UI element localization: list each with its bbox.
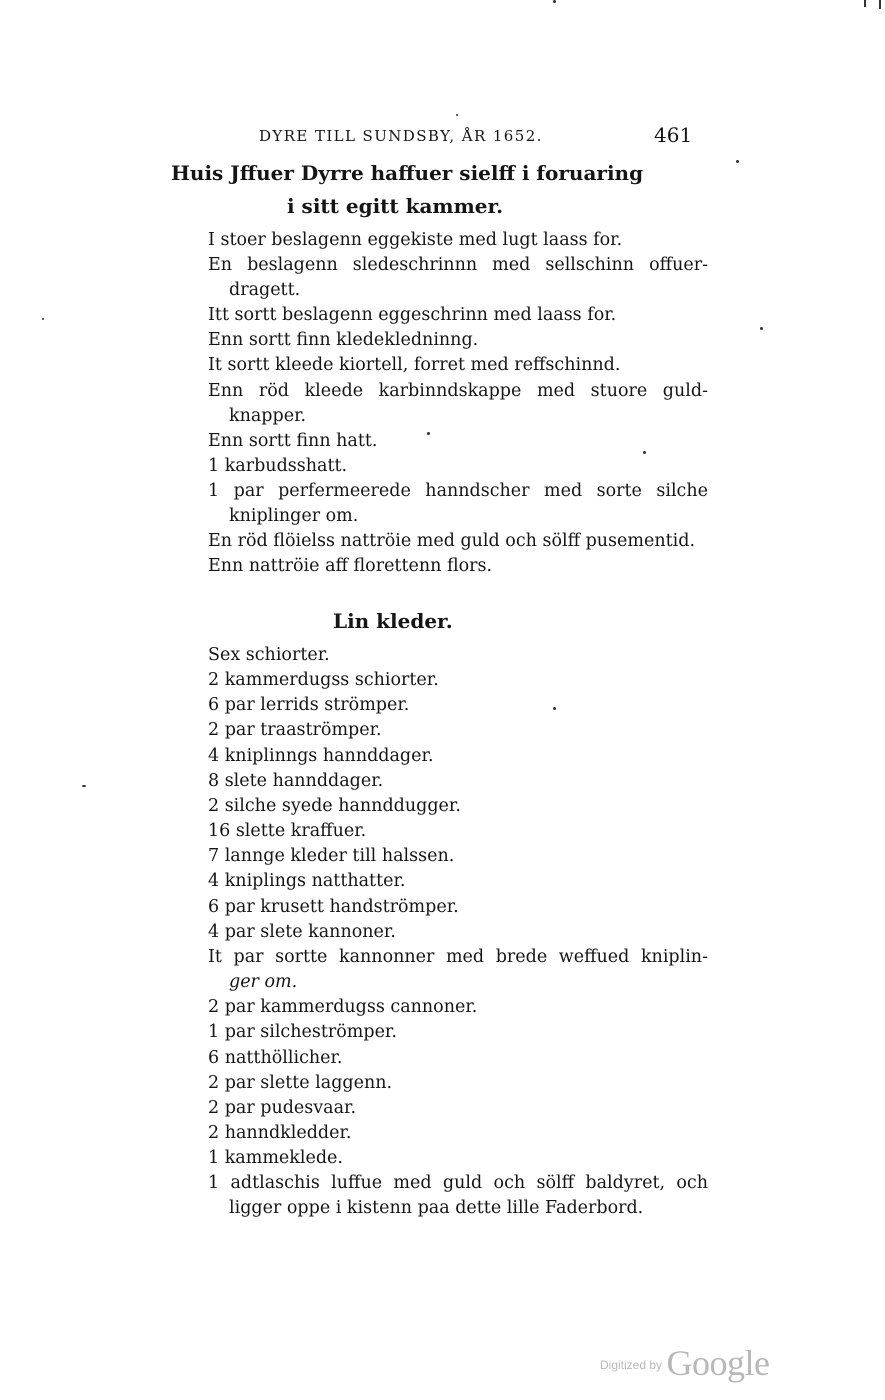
- list-item: 6 natthöllicher.: [208, 1047, 343, 1068]
- linen-heading: Lin kleder.: [333, 609, 453, 633]
- list-item: 4 kniplinngs hannddager.: [208, 745, 434, 766]
- list-item: 2 silche syede hannddugger.: [208, 795, 461, 816]
- scan-speck: [736, 160, 739, 163]
- list-item: Enn röd kleede karbinndskappe med stuore guld-: [208, 380, 708, 401]
- list-item: kniplinger om.: [229, 506, 359, 527]
- list-item: 4 par slete kannoner.: [208, 921, 396, 942]
- list-item: 2 par slette laggenn.: [208, 1072, 393, 1093]
- list-item: Sex schiorter.: [208, 645, 330, 665]
- list-item: 1 par silcheströmper.: [208, 1022, 397, 1043]
- list-item: ger om.: [229, 972, 298, 993]
- list-item: It par sortte kannonner med brede weffued kniplin-: [208, 946, 708, 967]
- running-head: DYRE TILL SUNDSBY, ÅR 1652.: [259, 127, 543, 145]
- list-item: Enn nattröie aff florettenn flors.: [208, 556, 493, 577]
- list-item: 4 kniplings natthatter.: [208, 871, 406, 892]
- list-item: 1 karbudsshatt.: [208, 455, 348, 476]
- scan-speck: [864, 0, 866, 7]
- page-number: 461: [654, 123, 693, 147]
- scan-speck: [879, 0, 881, 9]
- list-item: 8 slete hannddager.: [208, 770, 384, 791]
- list-item: Itt sortt beslagenn eggeschrinn med laass for.: [208, 305, 617, 326]
- list-item: Enn sortt finn hatt.: [208, 430, 378, 451]
- list-item: 16 slette kraffuer.: [208, 821, 367, 842]
- list-item: 2 par kammerdugss cannoner.: [208, 997, 478, 1018]
- list-item: En beslagenn sledeschrinnn med sellschinn offuer-: [208, 255, 708, 276]
- scan-speck: [553, 0, 556, 3]
- list-item: Enn sortt finn kledekledninng.: [208, 330, 479, 351]
- inventory-list-chamber: [208, 228, 708, 579]
- scan-speck: [427, 432, 430, 435]
- digitized-by-google-watermark: [600, 1342, 769, 1384]
- scan-speck: [82, 785, 86, 787]
- list-item: 2 hanndkledder.: [208, 1122, 352, 1143]
- list-item: 1 par perfermeerede hanndscher med sorte silche: [208, 480, 708, 501]
- google-logo: Google: [666, 1343, 770, 1383]
- scan-speck: [553, 707, 556, 710]
- list-item: 2 kammerdugss schiorter.: [208, 670, 439, 691]
- list-item: 6 par krusett handströmper.: [208, 896, 459, 917]
- list-item: I stoer beslagenn eggekiste med lugt laass for.: [208, 230, 623, 250]
- section-heading-line2: i sitt egitt kammer.: [287, 194, 504, 218]
- section-heading-line1: Huis Jffuer Dyrre haffuer sielff i foruaring: [171, 161, 644, 185]
- inventory-list-linen: [208, 643, 708, 1222]
- list-item: 7 lannge kleder till halssen.: [208, 846, 455, 867]
- list-item: ligger oppe i kistenn paa dette lille Faderbord.: [229, 1198, 644, 1219]
- scan-speck: [42, 318, 44, 320]
- list-item: 1 kammeklede.: [208, 1148, 343, 1169]
- list-item: It sortt kleede kiortell, forret med reffschinnd.: [208, 355, 621, 376]
- digitized-by-label: Digitized by: [600, 1358, 663, 1372]
- list-item: 2 par traaströmper.: [208, 720, 382, 741]
- scan-speck: [760, 327, 763, 330]
- list-item: dragett.: [229, 280, 301, 301]
- list-item: 1 adtlaschis luffue med guld och sölff baldyret, och: [208, 1173, 708, 1194]
- list-item: 6 par lerrids strömper.: [208, 695, 410, 716]
- list-item: En röd flöielss nattröie med guld och sölff pusementid.: [208, 531, 696, 552]
- list-item: knapper.: [229, 405, 307, 426]
- scan-speck: [456, 114, 458, 116]
- scan-speck: [643, 451, 646, 454]
- list-item: 2 par pudesvaar.: [208, 1097, 357, 1118]
